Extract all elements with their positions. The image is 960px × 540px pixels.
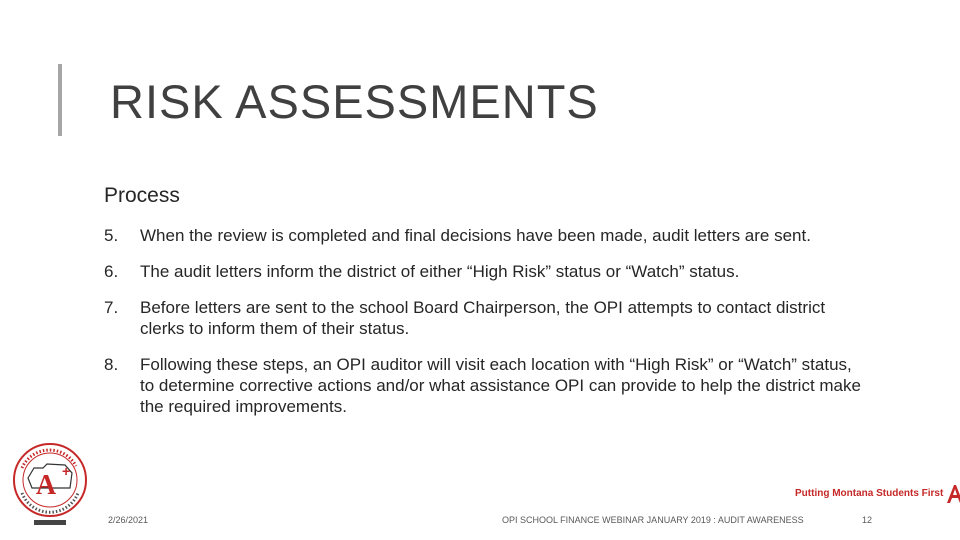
list-item-text: When the review is completed and final decisions have been made, audit letters are sent.: [140, 226, 811, 245]
a-plus-icon: [945, 482, 960, 504]
svg-text:A: A: [35, 470, 57, 501]
list-item-number: 5.: [104, 226, 119, 245]
brand-tagline: Putting Montana Students First: [795, 487, 944, 499]
brand-tagline-logo: [795, 482, 960, 504]
list-item: [104, 261, 864, 282]
page-number: 12: [862, 515, 873, 525]
svg-text:+: +: [62, 463, 71, 479]
list-item-text: The audit letters inform the district of either “High Risk” status or “Watch” status.: [140, 262, 740, 281]
list-item-number: 6.: [104, 262, 119, 281]
title-accent-bar: [58, 64, 62, 136]
slide-title: RISK ASSESSMENTS: [110, 75, 599, 128]
list-item-text: Following these steps, an OPI auditor will visit each location with “High Risk” or “Watch” status, to determine corrective actions and/or what assistance OPI can provide to help the district make the required improvements.: [140, 355, 861, 416]
opi-seal-logo: [10, 438, 90, 528]
list-item-text: Before letters are sent to the school Board Chairperson, the OPI attempts to contact district clerks to inform them of their status.: [140, 298, 826, 338]
list-item: [104, 354, 864, 417]
list-item: [104, 297, 864, 339]
list-item-number: 8.: [104, 355, 119, 374]
section-subtitle: Process: [104, 184, 180, 207]
footer-title: OPI SCHOOL FINANCE WEBINAR JANUARY 2019 : AUDIT AWARENESS: [502, 515, 804, 525]
list-item: [104, 225, 864, 246]
process-list: [104, 225, 864, 417]
footer-date: 2/26/2021: [108, 515, 149, 525]
list-item-number: 7.: [104, 298, 119, 317]
